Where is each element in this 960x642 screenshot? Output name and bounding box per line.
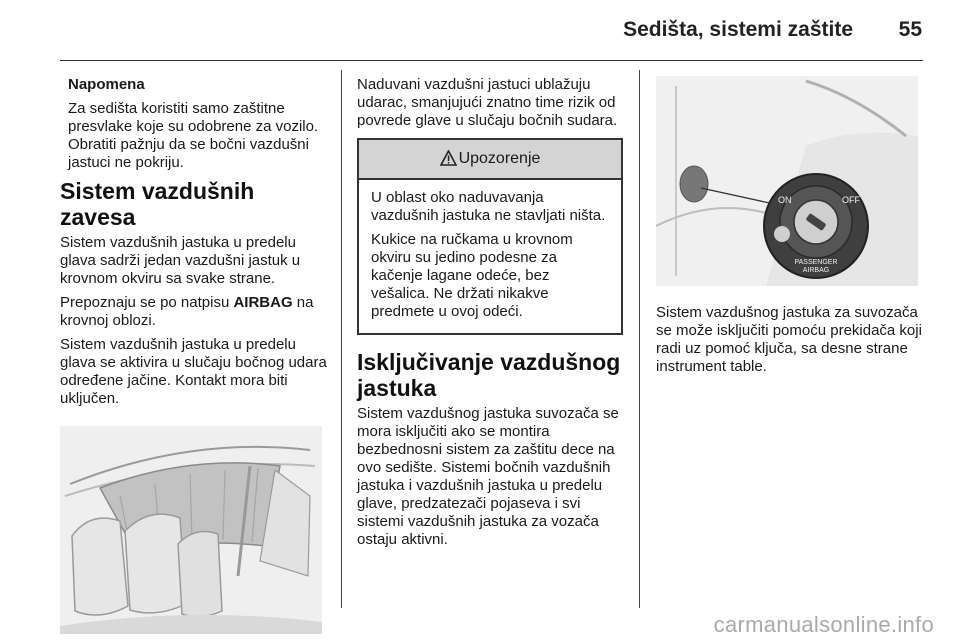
switch-off-label: OFF — [842, 195, 860, 205]
paragraph-curtain-2-end: na krovnoj oblozi. — [60, 294, 314, 329]
paragraph-curtain-3: Sistem vazdušnih jastuka u predelu glava se aktivira u slučaju bočnog udara određene jačine. Kontakt mora biti uključen. — [60, 336, 327, 407]
curtain-airbag-drawing — [60, 426, 322, 634]
note-text: Za sedišta koristiti samo zaštitne presvlake koje su odobrene za vozilo. Obratiti pažnju da se bočni vazdušni jastuci ne pokriju. — [68, 100, 319, 171]
section-heading-deactivation: Isključivanje vazdušnog jastuka — [357, 349, 621, 401]
figure-caption-switch: Sistem vazdušnog jastuka za suvozača se može isključiti pomoću prekidača koji radi uz pomoć ključa, sa desne strane instrument table. — [656, 304, 922, 375]
column-divider-2 — [639, 70, 640, 608]
watermark: carmanualsonline.info — [713, 612, 934, 637]
warning-triangle-icon — [440, 150, 457, 166]
airbag-label: AIRBAG — [233, 294, 293, 311]
column-3 — [656, 76, 924, 382]
warning-body — [359, 180, 621, 333]
paragraph-curtain-2-start: Prepoznaju se po natpisu — [60, 294, 234, 311]
paragraph-deactivation: Sistem vazdušnog jastuka suvozača se mora isključiti ako se montira bezbednosni sistem za zaštitu dece na ovo sedište. Sistemi bočnih vazdušnih jastuka i vazdušnih jastuka u predelu glave, predzatezači pojaseva i svi sistemi vazdušnih jastuka za vozača ostaju aktivni. — [357, 405, 619, 548]
switch-airbag-label: AIRBAG — [802, 267, 830, 274]
warning-text-1: U oblast oko naduvavanja vazdušnih jastuka ne stavljati ništa. — [371, 189, 606, 224]
column-divider-1 — [341, 70, 342, 608]
paragraph-inflated: Naduvani vazdušni jastuci ublažuju udarac, smanjujući znatno time rizik od povrede glave u slučaju bočnih sudara. — [357, 76, 618, 129]
key-switch-drawing — [656, 76, 918, 286]
section-heading-curtain: Sistem vazdušnih zavesa — [60, 178, 255, 230]
header-rule — [60, 60, 923, 61]
switch-on-label: ON — [778, 195, 792, 205]
paragraph-curtain-1: Sistem vazdušnih jastuka u predelu glava sadrži jedan vazdušni jastuk u krovnom okviru sa svake strane. — [60, 234, 301, 287]
warning-text-2: Kukice na ručkama u krovnom okviru su jedino podesne za kačenje lagane odeće, bez vešalica. Ne držati nikakve predmete u ovoj odeći. — [371, 231, 573, 320]
warning-title: Upozorenje — [458, 150, 541, 167]
running-header-title: Sedišta, sistemi zaštite — [623, 18, 853, 41]
warning-box — [357, 138, 623, 335]
warning-header — [359, 140, 621, 180]
column-1 — [60, 76, 328, 634]
curtain-airbag-illustration — [60, 426, 322, 634]
column-2 — [357, 76, 623, 555]
switch-passenger-label: PASSENGER — [794, 259, 838, 266]
page-number: 55 — [898, 18, 922, 41]
paragraph-curtain-2 — [60, 294, 328, 330]
key-switch-illustration — [656, 76, 918, 286]
note-title: Napomena — [68, 76, 145, 93]
